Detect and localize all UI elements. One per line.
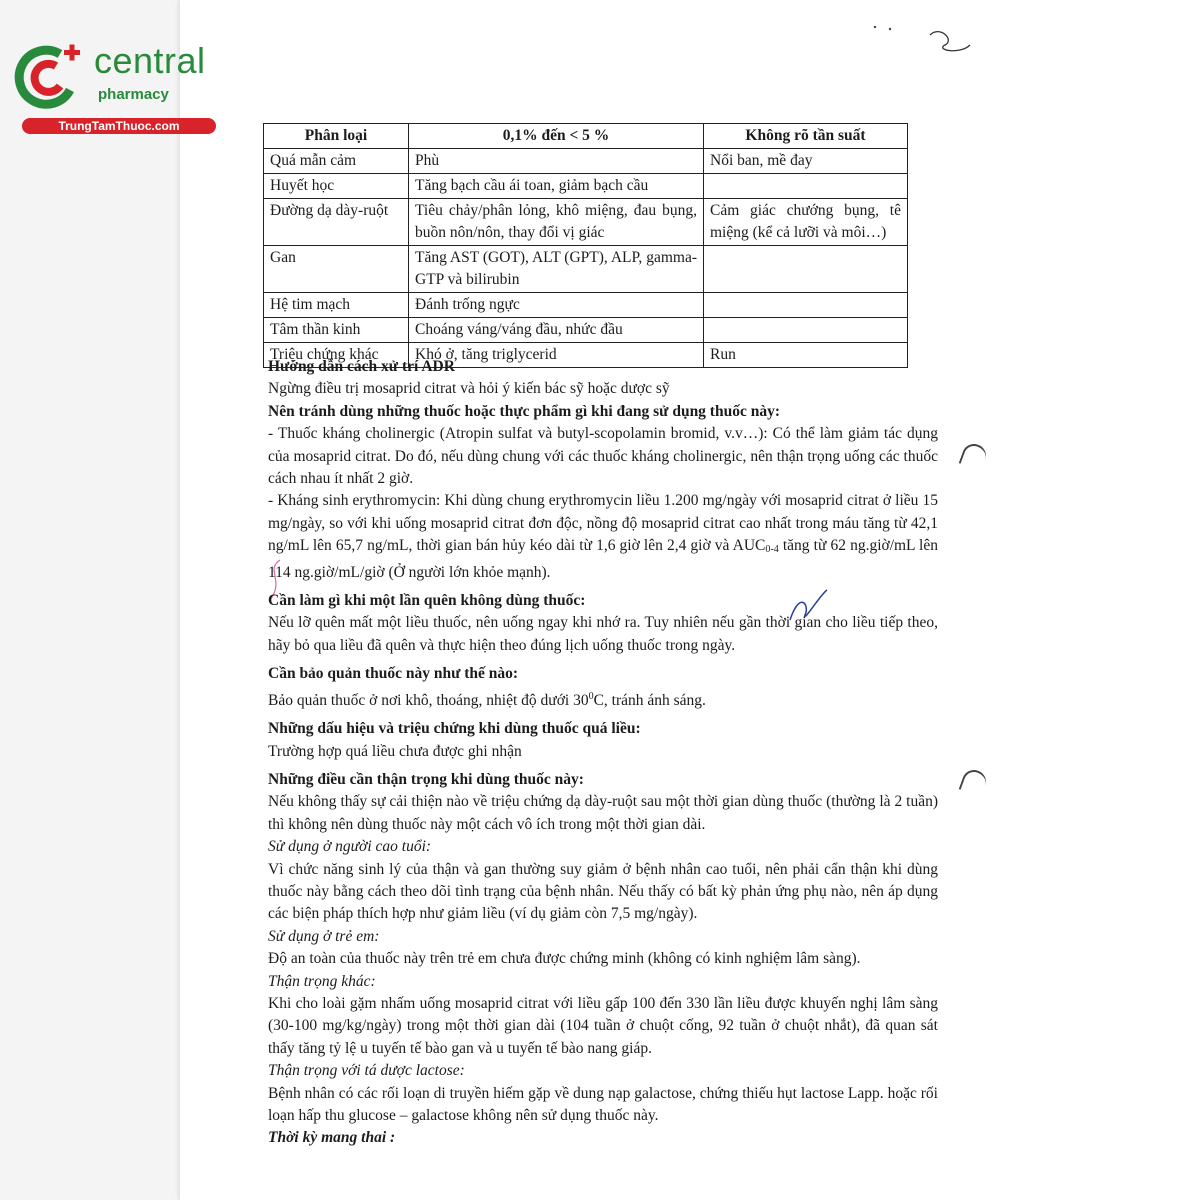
section-text xyxy=(268,490,938,584)
text-run: C, tránh ánh sáng. xyxy=(593,691,706,709)
table-cell: Tâm thần kinh xyxy=(264,318,409,343)
subscript: 0-4 xyxy=(765,544,779,556)
subsection-heading: Sử dụng ở người cao tuổi: xyxy=(268,838,432,856)
punch-hole-mark xyxy=(959,767,990,798)
website-link[interactable]: TrungTamThuoc.com xyxy=(22,118,216,134)
table-cell: Hệ tim mạch xyxy=(264,293,409,318)
column-header: Không rõ tần suất xyxy=(704,124,908,149)
table-cell: Đường dạ dày-ruột xyxy=(264,199,409,246)
section-heading: Cần làm gì khi một lần quên không dùng thuốc: xyxy=(268,592,586,610)
section-heading: Cần bảo quản thuốc này như thế nào: xyxy=(268,665,519,683)
section-heading: Thời kỳ mang thai : xyxy=(268,1129,396,1147)
table-cell: Tăng AST (GOT), ALT (GPT), ALP, gamma-GTP và bilirubin xyxy=(409,246,704,293)
subsection-heading: Thận trọng với tá dược lactose: xyxy=(268,1062,465,1080)
table-cell: Choáng váng/váng đầu, nhức đầu xyxy=(409,318,704,343)
section-heading: Những điều cần thận trọng khi dùng thuốc này: xyxy=(268,770,584,788)
column-header: 0,1% đến < 5 % xyxy=(409,124,704,149)
section-text: Trường hợp quá liều chưa được ghi nhận xyxy=(268,742,522,760)
section-text: Nếu không thấy sự cải thiện nào về triệu chứng dạ dày-ruột sau một thời gian dùng thuốc (thường là 2 tuần) thì không nên dùng thuốc này một cách vô ích trong một thời gian dài. xyxy=(268,793,938,833)
adverse-reaction-table xyxy=(263,123,908,368)
table-cell: Triệu chứng khác xyxy=(264,343,409,368)
section-heading: Hướng dẫn cách xử trí ADR xyxy=(268,358,455,375)
table-row xyxy=(264,149,908,174)
table-cell: Quá mẫn cảm xyxy=(264,149,409,174)
column-header: Phân loại xyxy=(264,124,409,149)
subsection-heading: Thận trọng khác: xyxy=(268,972,376,990)
section-text: Bệnh nhân có các rối loạn di truyền hiếm gặp về dung nạp galactose, chứng thiếu hụt lactose Lapp. hoặc rối loạn hấp thu glucose – galactose không nên sử dụng thuốc này. xyxy=(268,1084,938,1124)
table-cell: Tiêu chảy/phân lỏng, khô miệng, đau bụng, buồn nôn/nôn, thay đổi vị giác xyxy=(409,199,704,246)
table-header-row xyxy=(264,124,908,149)
table-cell: Phù xyxy=(409,149,704,174)
section-text xyxy=(268,686,938,712)
table-row xyxy=(264,174,908,199)
text-run: - Kháng sinh erythromycin: Khi dùng chung erythromycin liều 1.200 mg/ngày với mosaprid citrat ở liều 15 mg/ngày, so với khi uống mosaprid citrat đơn độc, nồng độ mosaprid citrat cao nhất trong máu tăng từ 42,1 ng/mL lên 65,7 ng/mL, thời gian bán hủy kéo dài từ 1,6 giờ lên 2,4 giờ và AUC xyxy=(268,492,938,555)
brand-tagline: pharmacy xyxy=(98,86,169,103)
subsection-heading: Sử dụng ở trẻ em: xyxy=(268,927,380,945)
table-cell: Cảm giác chướng bụng, tê miệng (kể cả lưỡi và môi…) xyxy=(704,199,908,246)
table-row xyxy=(264,318,908,343)
table-cell: Đánh trống ngực xyxy=(409,293,704,318)
section-heading: Những dấu hiệu và triệu chứng khi dùng thuốc quá liều: xyxy=(268,720,641,738)
pharmacy-cross-icon xyxy=(12,42,82,112)
section-heading: Nên tránh dùng những thuốc hoặc thực phẩm gì khi đang sử dụng thuốc này: xyxy=(268,402,780,420)
table-cell: Run xyxy=(704,343,908,368)
brand-name: central xyxy=(94,40,206,81)
section-text: Nếu lỡ quên mất một liều thuốc, nên uống ngay khi nhớ ra. Tuy nhiên nếu gần thời gian cho liều tiếp theo, hãy bỏ qua liều đã quên và thực hiện theo đúng lịch uống thuốc trong ngày. xyxy=(268,614,938,654)
table-cell xyxy=(704,246,908,293)
punch-hole-mark xyxy=(959,441,990,472)
section-text: Khi cho loài gặm nhấm uống mosaprid citrat với liều gấp 100 đến 330 lần liều được khuyến nghị lâm sàng (30-100 mg/kg/ngày) trong một thời gian dài (104 tuần ở chuột cống, 92 tuần ở chuột nhắt), đã quan sát thấy tăng tỷ lệ u tuyến tế bào gan và u tuyến tế bào nang giáp. xyxy=(268,994,938,1057)
text-run: Bảo quản thuốc ở nơi khô, thoáng, nhiệt độ dưới 30 xyxy=(268,691,589,709)
table-row xyxy=(264,199,908,246)
superscript: 0 xyxy=(588,690,594,702)
table-cell xyxy=(704,318,908,343)
table-cell: Nổi ban, mề đay xyxy=(704,149,908,174)
section-text: - Thuốc kháng cholinergic (Atropin sulfat và butyl-scopolamin bromid, v.v…): Có thể làm giảm tác dụng của mosaprid citrat. Do đó, nếu dùng chung với các thuốc kháng cholinergic, nên thận trọng uống các thuốc cách nhau ít nhất 2 giờ. xyxy=(268,425,938,488)
section-text: Ngừng điều trị mosaprid citrat và hỏi ý kiến bác sỹ hoặc dược sỹ xyxy=(268,380,670,398)
table-cell: Gan xyxy=(264,246,409,293)
table-row xyxy=(264,293,908,318)
section-text: Độ an toàn của thuốc này trên trẻ em chưa được chứng minh (không có kinh nghiệm lâm sàng). xyxy=(268,950,861,968)
text-run: tăng từ 62 ng.giờ/mL lên 114 ng.giờ/mL/giờ (Ở người lớn khỏe mạnh). xyxy=(268,537,938,581)
table-cell xyxy=(704,293,908,318)
table-cell xyxy=(704,174,908,199)
table-cell: Khó ở, tăng triglycerid xyxy=(409,343,704,368)
leaflet-body xyxy=(268,356,938,1150)
table-cell: Huyết học xyxy=(264,174,409,199)
central-pharmacy-logo[interactable] xyxy=(8,36,218,136)
table-cell: Tăng bạch cầu ái toan, giảm bạch cầu xyxy=(409,174,704,199)
section-text: Vì chức năng sinh lý của thận và gan thường suy giảm ở bệnh nhân cao tuổi, nên phải cẩn thận khi dùng thuốc này bằng cách theo dõi tình trạng của bệnh nhân. Nếu thấy có bất kỳ phản ứng phụ nào, nên áp dụng các biện pháp thích hợp như giảm liều (ví dụ giảm còn 7,5 mg/ngày). xyxy=(268,860,938,923)
table-row xyxy=(264,246,908,293)
